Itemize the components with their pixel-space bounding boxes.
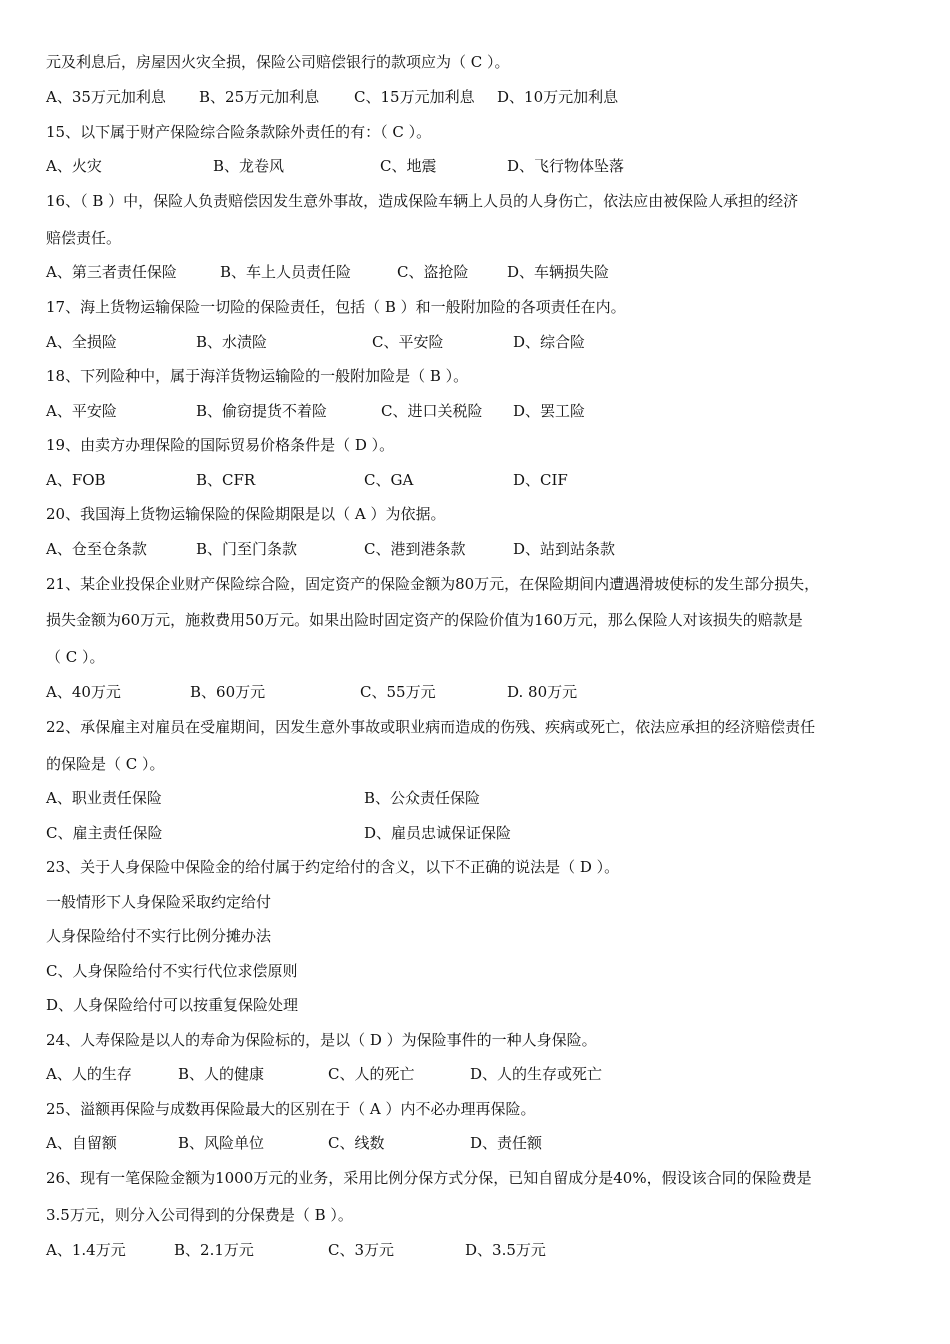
- question-25-option-c: C、线数: [328, 1134, 385, 1152]
- question-19-option-b: B、CFR: [196, 471, 256, 489]
- question-15-stem: 15、以下属于财产保险综合险条款除外责任的有：（ C ）。: [46, 123, 432, 141]
- question-20-option-d: D、站到站条款: [513, 540, 616, 558]
- question-24-option-c: C、人的死亡: [328, 1065, 415, 1083]
- question-24-stem: 24、人寿保险是以人的寿命为保险标的，是以（ D ）为保险事件的一种人身保险。: [46, 1031, 597, 1049]
- question-19-option-a: A、FOB: [46, 471, 106, 489]
- question-20-option-a: A、仓至仓条款: [46, 540, 147, 558]
- question-21-option-c: C、55万元: [360, 683, 436, 701]
- question-26-option-a: A、1.4万元: [46, 1241, 126, 1259]
- question-18-option-a: A、平安险: [46, 402, 117, 420]
- question-25-option-a: A、自留额: [46, 1134, 117, 1152]
- question-23-stem: 23、关于人身保险中保险金的给付属于约定给付的含义，以下不正确的说法是（ D ）。: [46, 858, 620, 876]
- question-21-option-a: A、40万元: [46, 683, 121, 701]
- question-15-option-c: C、地震: [380, 157, 437, 175]
- question-17-option-a: A、全损险: [46, 333, 117, 351]
- question-21-option-d: D. 80万元: [507, 683, 578, 701]
- question-16-option-d: D、车辆损失险: [507, 263, 610, 281]
- question-22-stem-line-1: 22、承保雇主对雇员在受雇期间，因发生意外事故或职业病而造成的伤残、疾病或死亡，依法应承担的经济赔偿责任: [46, 718, 816, 736]
- question-25-option-d: D、责任额: [470, 1134, 543, 1152]
- question-23-option-d: D、人身保险给付可以按重复保险处理: [46, 996, 299, 1014]
- question-26-stem-line-1: 26、现有一笔保险金额为1000万元的业务，采用比例分保方式分保，已知自留成分是40%，假设该合同的保险费是: [46, 1169, 812, 1187]
- question-17-option-c: C、平安险: [372, 333, 444, 351]
- question-23-option-a: 一般情形下人身保险采取约定给付: [46, 893, 272, 911]
- question-17-option-b: B、水渍险: [196, 333, 268, 351]
- question-24-option-d: D、人的生存或死亡: [470, 1065, 603, 1083]
- question-17-stem: 17、海上货物运输保险一切险的保险责任，包括（ B ）和一般附加险的各项责任在内。: [46, 298, 626, 316]
- question-25-stem: 25、溢额再保险与成数再保险最大的区别在于（ A ）内不必办理再保险。: [46, 1100, 536, 1118]
- question-26-stem-line-2: 3.5万元，则分入公司得到的分保费是（ B ）。: [46, 1206, 353, 1224]
- question-14-stem-line: 元及利息后，房屋因火灾全损，保险公司赔偿银行的款项应为（ C ）。: [46, 53, 510, 71]
- question-22-option-b: B、公众责任保险: [364, 789, 481, 807]
- question-15-option-a: A、火灾: [46, 157, 102, 175]
- question-14-option-c: C、15万元加利息: [354, 88, 475, 106]
- question-19-option-d: D、CIF: [513, 471, 568, 489]
- question-14-option-d: D、10万元加利息: [497, 88, 619, 106]
- question-19-stem: 19、由卖方办理保险的国际贸易价格条件是（ D ）。: [46, 436, 395, 454]
- question-26-option-c: C、3万元: [328, 1241, 395, 1259]
- question-21-option-b: B、60万元: [190, 683, 266, 701]
- question-20-stem: 20、我国海上货物运输保险的保险期限是以（ A ）为依据。: [46, 505, 446, 523]
- question-21-stem-line-1: 21、某企业投保企业财产保险综合险，固定资产的保险金额为80万元，在保险期间内遭遇滑坡使标的发生部分损失，: [46, 575, 820, 593]
- question-16-option-b: B、车上人员责任险: [220, 263, 352, 281]
- question-25-option-b: B、风险单位: [178, 1134, 265, 1152]
- question-15-option-b: B、龙卷风: [213, 157, 285, 175]
- question-20-option-b: B、门至门条款: [196, 540, 298, 558]
- question-20-option-c: C、港到港条款: [364, 540, 466, 558]
- question-14-option-a: A、35万元加利息: [46, 88, 166, 106]
- question-18-option-c: C、进口关税险: [381, 402, 483, 420]
- question-18-option-d: D、罢工险: [513, 402, 586, 420]
- question-15-option-d: D、飞行物体坠落: [507, 157, 625, 175]
- question-24-option-b: B、人的健康: [178, 1065, 265, 1083]
- question-23-option-c: C、人身保险给付不实行代位求偿原则: [46, 962, 298, 980]
- question-22-option-d: D、雇员忠诚保证保险: [364, 824, 512, 842]
- question-17-option-d: D、综合险: [513, 333, 586, 351]
- question-26-option-d: D、3.5万元: [465, 1241, 546, 1259]
- question-16-option-c: C、盗抢险: [397, 263, 469, 281]
- question-18-option-b: B、偷窃提货不着险: [196, 402, 328, 420]
- question-16-stem-line-1: 16、（ B ）中，保险人负责赔偿因发生意外事故，造成保险车辆上人员的人身伤亡，依法应由被保险人承担的经济: [46, 192, 799, 210]
- question-21-stem-line-2: 损失金额为60万元，施救费用50万元。如果出险时固定资产的保险价值为160万元，那么保险人对该损失的赔款是: [46, 611, 803, 629]
- question-26-option-b: B、2.1万元: [174, 1241, 254, 1259]
- question-18-stem: 18、下列险种中，属于海洋货物运输险的一般附加险是（ B ）。: [46, 367, 469, 385]
- question-22-stem-line-2: 的保险是（ C ）。: [46, 755, 165, 773]
- question-22-option-a: A、职业责任保险: [46, 789, 162, 807]
- question-23-option-b: 人身保险给付不实行比例分摊办法: [46, 927, 272, 945]
- question-24-option-a: A、人的生存: [46, 1065, 132, 1083]
- question-14-option-b: B、25万元加利息: [199, 88, 320, 106]
- question-21-stem-line-3: （ C ）。: [46, 648, 105, 666]
- question-16-stem-line-2: 赔偿责任。: [46, 229, 122, 247]
- question-19-option-c: C、GA: [364, 471, 414, 489]
- question-22-option-c: C、雇主责任保险: [46, 824, 163, 842]
- question-16-option-a: A、第三者责任保险: [46, 263, 177, 281]
